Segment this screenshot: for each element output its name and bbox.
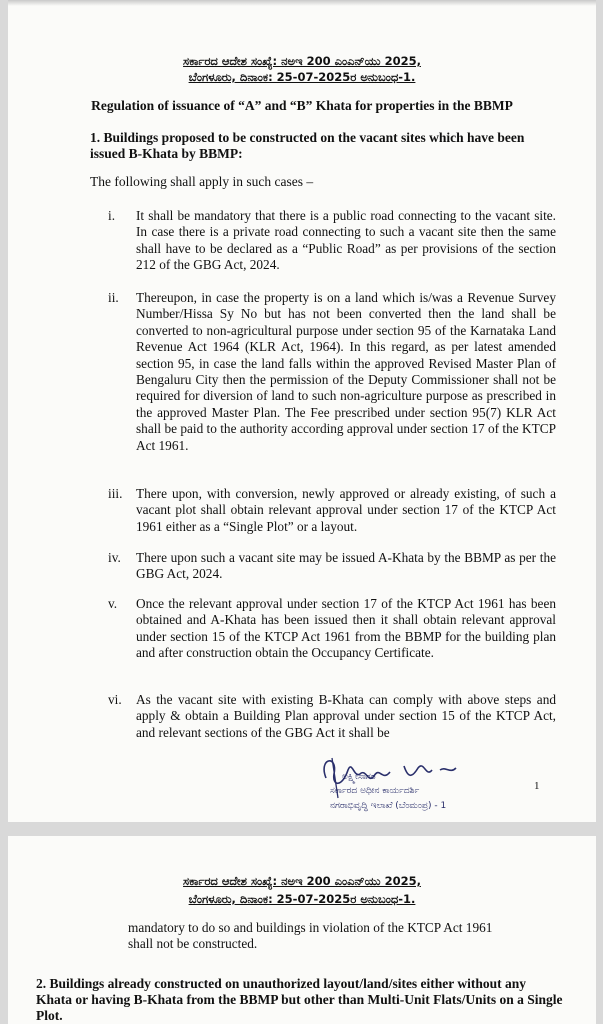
order-header-line2: ಬೆಂಗಳೂರು, ದಿನಾಂಕ: 25-07-2025ರ ಅನುಬಂಧ-1. xyxy=(188,70,416,84)
list-text: As the vacant site with existing B-Khata can comply with above steps and apply & obtain a Building Plan approval under section 15 of the KTCP Act, and relevant sections of the GBG Act it shall be xyxy=(136,692,556,740)
list-number: iii. xyxy=(108,486,123,501)
order-header-line2: ಬೆಂಗಳೂರು, ದಿನಾಂಕ: 25-07-2025ರ ಅನುಬಂಧ-1. xyxy=(188,892,416,906)
list-text: Once the relevant approval under section 17 of the KTCP Act 1961 has been obtained and A-Khata has been issued then it shall obtain relevant approval under section 15 of the KTCP Act 1961 from the BBMP for the building plan and after construction obtain the Occupancy Certificate. xyxy=(136,596,556,661)
list-number: v. xyxy=(108,596,118,611)
list-item-v xyxy=(90,596,556,662)
continuation-paragraph: mandatory to do so and buildings in violation of the KTCP Act 1961 shall not be constructed. xyxy=(128,920,493,952)
signatory-name: ಲಕ್ಷ್ಮೀಸಾಗರ xyxy=(342,772,376,782)
list-text: It shall be mandatory that there is a public road connecting to the vacant site. In case there is a private road connecting to such a vacant site then the same shall have to be declared as a “Public Road” as per provisions of the section 212 of the GBG Act, 2024. xyxy=(136,208,556,273)
list-text: There upon such a vacant site may be issued A-Khata by the BBMP as per the GBG Act, 2024. xyxy=(136,550,556,582)
continuation-text xyxy=(128,920,498,953)
signatory-designation: ಸರ್ಕಾರದ ಅಧೀನ ಕಾರ್ಯದರ್ಶಿ xyxy=(330,786,420,796)
document-page-2 xyxy=(8,836,596,1024)
list-text: There upon, with conversion, newly approved or already existing, of such a vacant plot shall obtain relevant approval under section 17 of the KTCP Act 1961 either as a “Single Plot” or a layout. xyxy=(136,486,556,534)
list-item-vi xyxy=(90,692,556,741)
section-2-heading: 2. Buildings already constructed on unauthorized layout/land/sites either without any Khata or having B-Khata from the BBMP but other than Multi-Unit Flats/Units on a Single Plot. xyxy=(36,976,563,1023)
list-number: iv. xyxy=(108,550,121,565)
list-number: ii. xyxy=(108,290,119,305)
document-title: Regulation of issuance of “A” and “B” Khata for properties in the BBMP xyxy=(91,98,513,113)
list-text: Thereupon, in case the property is on a land which is/was a Revenue Survey Number/Hissa Sy No but has not been converted then the land shall be converted to non-agricultural purpose under section 95 of the Karnataka Land Revenue Act 1964 (KLR Act, 1964). In this regard, as per latest amended section 95, in case the land falls within the approved Revised Master Plan of Bengaluru City then the permission of the Deputy Commissioner shall not be required for diversion of land to such non-agriculture purpose as prescribed in the approved Master Plan. The Fee prescribed under section 95(7) KLR Act shall be paid to the authority according approval under section 17 of the KTCP Act 1961. xyxy=(136,290,556,453)
signatory-department: ನಗರಾಭಿವೃದ್ಧಿ ಇಲಾಖೆ (ಬೆಂಮಂಪ್ರ) - 1 xyxy=(330,801,447,811)
list-item-iv xyxy=(90,550,556,583)
order-header-line1: ಸರ್ಕಾರದ ಆದೇಶ ಸಂಖ್ಯೆ: ನಅಇ 200 ಎಂಎನ್‌ಯು 2025, xyxy=(183,54,421,68)
list-item-ii xyxy=(90,290,556,454)
section-1-heading: 1. Buildings proposed to be constructed on the vacant sites which have been issued B-Khata by BBMP: xyxy=(90,130,525,161)
order-header-line1: ಸರ್ಕಾರದ ಆದೇಶ ಸಂಖ್ಯೆ: ನಅಇ 200 ಎಂಎನ್‌ಯು 2025, xyxy=(183,874,421,888)
page-shadow xyxy=(8,0,596,6)
page-number: 1 xyxy=(534,780,540,792)
list-item-i xyxy=(90,208,556,274)
list-number: vi. xyxy=(108,692,122,707)
list-item-iii xyxy=(90,486,556,535)
intro-text: The following shall apply in such cases – xyxy=(90,174,314,189)
list-number: i. xyxy=(108,208,116,223)
document-page-1 xyxy=(8,0,596,822)
